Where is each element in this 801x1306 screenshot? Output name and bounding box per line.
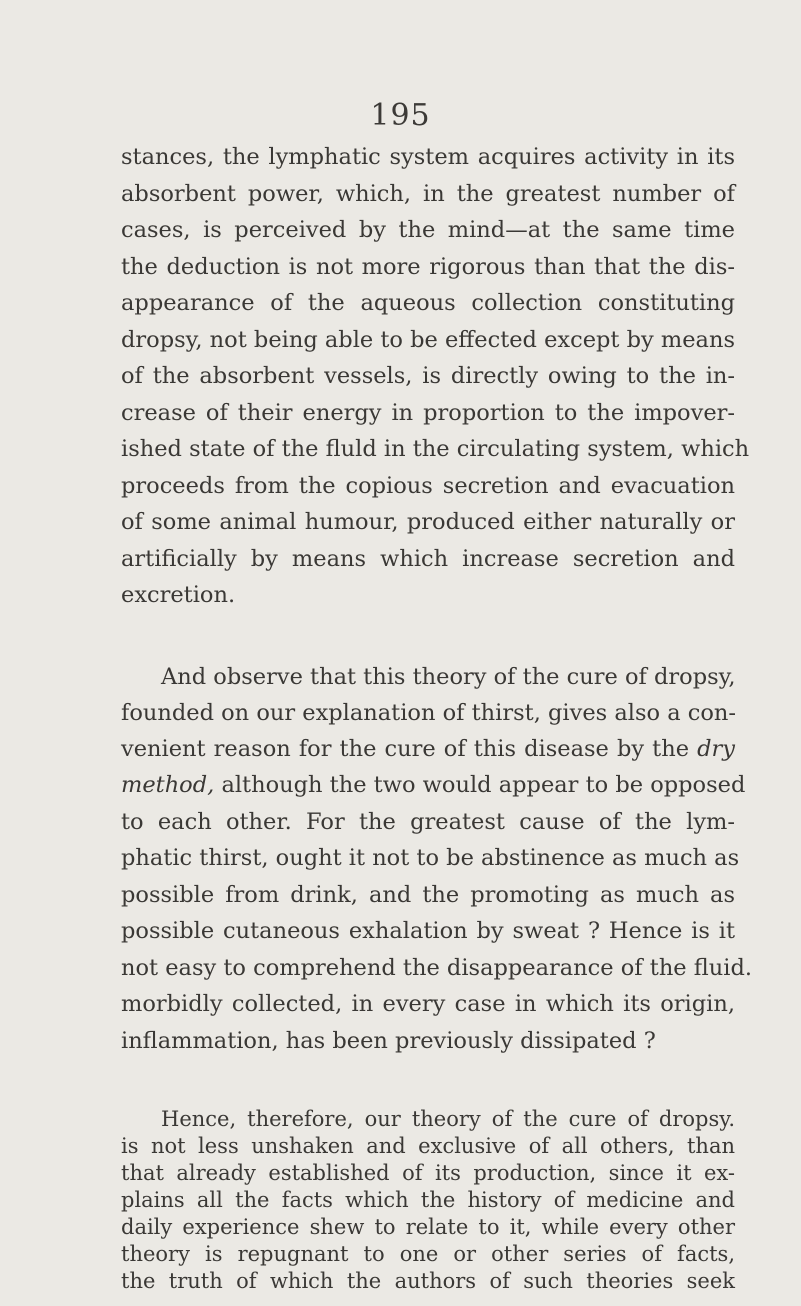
text-line: that already established of its production, since it ex- <box>121 1161 735 1186</box>
text-line: theory is repugnant to one or other series of facts, <box>121 1242 735 1267</box>
text-line: not easy to comprehend the disappearance of the fluid. <box>121 955 753 982</box>
text-line: ished state of the fluld in the circulating system, which <box>121 435 750 462</box>
text-line: founded on our explanation of thirst, gives also a con- <box>121 699 737 726</box>
text-line: artificially by means which increase secretion and <box>121 545 735 572</box>
text-line: Hence, therefore, our theory of the cure of dropsy. <box>161 1107 735 1132</box>
text-line: dropsy, not being able to be effected except by means <box>121 326 735 353</box>
text-line: And observe that this theory of the cure of dropsy, <box>161 663 736 690</box>
page-number: 195 <box>370 98 431 133</box>
text-line: phatic thirst, ought it not to be abstinence as much as <box>121 845 740 872</box>
text-line: possible from drink, and the promoting as much as <box>121 882 735 909</box>
text-line: cases, is perceived by the mind—at the same time <box>121 216 735 243</box>
text-line: excretion. <box>121 581 236 608</box>
text-line: the deduction is not more rigorous than that the dis- <box>121 253 735 280</box>
italic-word: dry <box>697 736 735 763</box>
text-line-with-italic <box>121 770 746 800</box>
text-line: daily experience shew to relate to it, while every other <box>121 1215 735 1240</box>
text-line: inflammation, has been previously dissipated ? <box>121 1028 656 1055</box>
text-line: of the absorbent vessels, is directly owing to the in- <box>121 362 735 389</box>
text-line: is not less unshaken and exclusive of all others, than <box>121 1134 735 1159</box>
text-segment: although the two would appear to be opposed <box>214 772 746 799</box>
italic-word: method, <box>121 772 215 799</box>
text-line: absorbent power, which, in the greatest number of <box>121 180 735 207</box>
text-line: of some animal humour, produced either naturally or <box>121 508 735 535</box>
text-line: stances, the lymphatic system acquires activity in its <box>121 144 735 170</box>
text-line: the truth of which the authors of such theories seek <box>121 1269 735 1293</box>
text-line: possible cutaneous exhalation by sweat ? Hence is it <box>121 918 735 945</box>
text-line: proceeds from the copious secretion and evacuation <box>121 472 735 499</box>
text-segment: venient reason for the cure of this disease by the <box>121 736 690 763</box>
text-line: to each other. For the greatest cause of the lym- <box>121 809 735 836</box>
text-line: morbidly collected, in every case in which its origin, <box>121 991 735 1018</box>
text-line: plains all the facts which the history of medicine and <box>121 1188 735 1213</box>
text-line: crease of their energy in proportion to the impover- <box>121 399 735 426</box>
text-line: appearance of the aqueous collection constituting <box>121 289 735 316</box>
text-line-with-italic <box>121 734 735 764</box>
